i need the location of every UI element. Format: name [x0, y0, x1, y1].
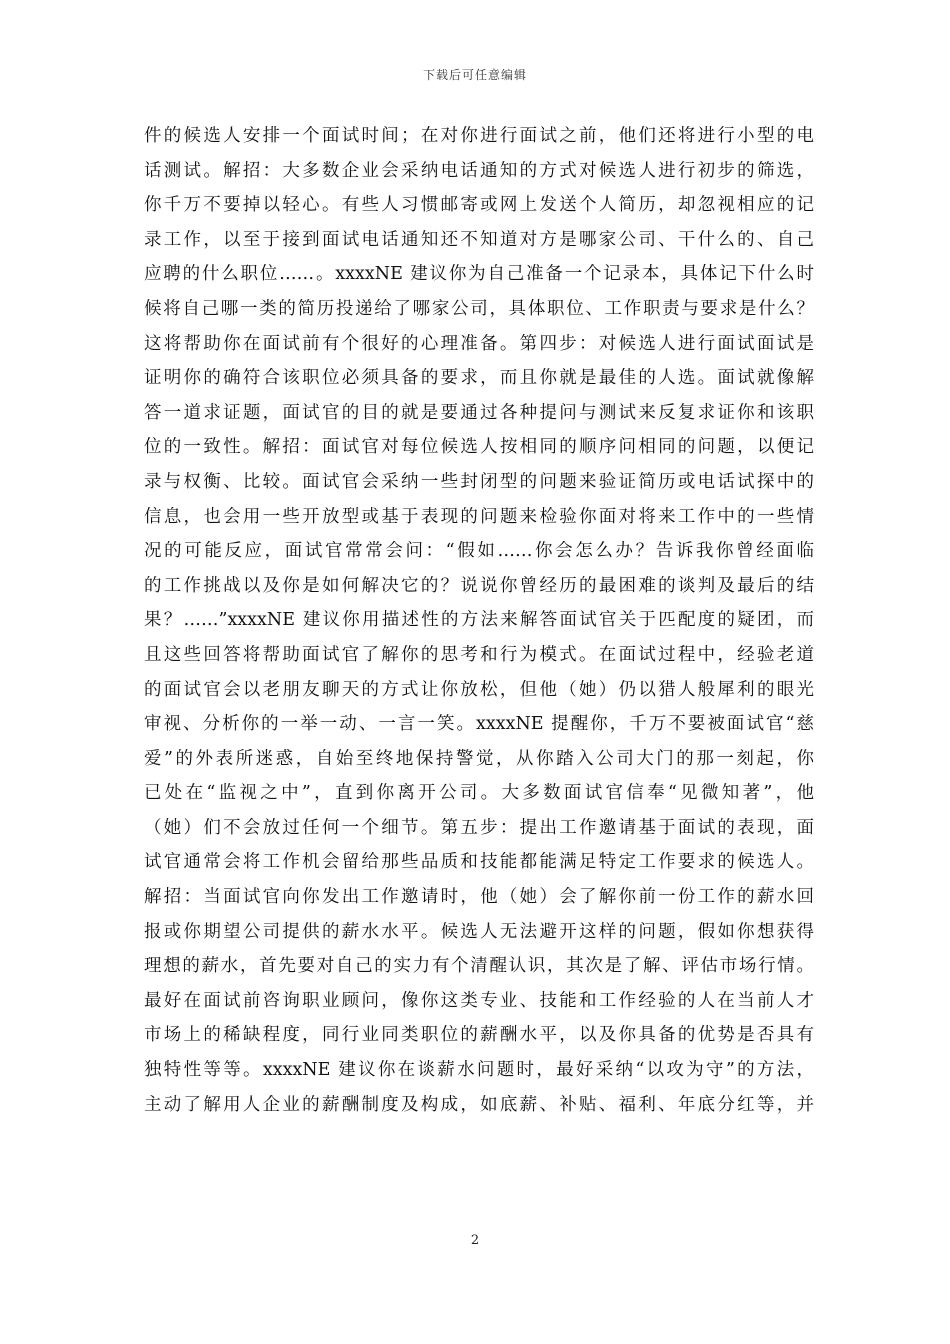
body-line: 况的可能反应，面试官常常会问：“假如……你会怎么办？告诉我你曾经面临 — [144, 541, 814, 562]
body-line: 的工作挑战以及你是如何解决它的？说说你曾经历的最困难的谈判及最后的结 — [144, 575, 814, 596]
body-line: 答一道求证题，面试官的目的就是要通过各种提问与测试来反复求证你和该职 — [144, 402, 814, 423]
body-line: 最好在面试前咨询职业顾问，像你这类专业、技能和工作经验的人在当前人才 — [144, 990, 814, 1011]
body-line: 报或你期望公司提供的薪水水平。候选人无法避开这样的问题，假如你想获得 — [144, 921, 814, 942]
body-line: 独特性等等。xxxxNE 建议你在谈薪水问题时，最好采纳“以攻为守”的方法， — [144, 1060, 814, 1081]
body-line: 理想的薪水，首先要对自己的实力有个清醒认识，其次是了解、评估市场行情。 — [144, 956, 814, 977]
body-line: 且这些回答将帮助面试官了解你的思考和行为模式。在面试过程中，经验老道 — [144, 644, 814, 665]
body-line: 证明你的确符合该职位必须具备的要求，而且你就是最佳的人选。面试就像解 — [144, 368, 814, 389]
body-line: 已处在“监视之中”，直到你离开公司。大多数面试官信奉“见微知著”，他 — [144, 783, 814, 804]
body-line: 果？……”xxxxNE 建议你用描述性的方法来解答面试官关于匹配度的疑团，而 — [144, 610, 814, 631]
body-line: 你千万不要掉以轻心。有些人习惯邮寄或网上发送个人简历，却忽视相应的记 — [144, 195, 814, 216]
body-line: 这将帮助你在面试前有个很好的心理准备。第四步：对候选人进行面试面试是 — [144, 333, 814, 354]
body-line: 主动了解用人企业的薪酬制度及构成，如底薪、补贴、福利、年底分红等，并 — [144, 1094, 814, 1115]
page-number: 2 — [470, 1233, 480, 1248]
body-line: 审视、分析你的一举一动、一言一笑。xxxxNE 提醒你，千万不要被面试官“慈 — [144, 714, 814, 735]
body-line: 应聘的什么职位……。xxxxNE 建议你为自己准备一个记录本，具体记下什么时 — [144, 264, 814, 285]
body-line: 件的候选人安排一个面试时间；在对你进行面试之前，他们还将进行小型的电 — [144, 126, 814, 146]
body-line: 位的一致性。解招：面试官对每位候选人按相同的顺序问相同的问题，以便记 — [144, 437, 814, 458]
body-line: 信息，也会用一些开放型或基于表现的问题来检验你面对将来工作中的一些情 — [144, 506, 814, 527]
body-line: 爱”的外表所迷惑，自始至终地保持警觉，从你踏入公司大门的那一刻起，你 — [144, 748, 814, 769]
body-line: 录工作，以至于接到面试电话通知还不知道对方是哪家公司、干什么的、自己 — [144, 229, 814, 250]
page-header: 下载后可任意编辑 — [422, 68, 527, 82]
body-line: 录与权衡、比较。面试官会采纳一些封闭型的问题来验证简历或电话试探中的 — [144, 471, 814, 492]
document-body — [144, 119, 814, 1122]
body-line: 话测试。解招：大多数企业会采纳电话通知的方式对候选人进行初步的筛选， — [144, 160, 814, 181]
body-line: 的面试官会以老朋友聊天的方式让你放松，但他（她）仍以猎人般犀利的眼光 — [144, 679, 814, 700]
body-line: 市场上的稀缺程度，同行业同类职位的薪酬水平，以及你具备的优势是否具有 — [144, 1025, 814, 1046]
body-line: （她）们不会放过任何一个细节。第五步：提出工作邀请基于面试的表现，面 — [144, 817, 814, 838]
body-line: 候将自己哪一类的简历投递给了哪家公司，具体职位、工作职责与要求是什么？ — [144, 298, 814, 319]
body-line: 解招：当面试官向你发出工作邀请时，他（她）会了解你前一份工作的薪水回 — [144, 887, 814, 908]
body-line: 试官通常会将工作机会留给那些品质和技能都能满足特定工作要求的候选人。 — [144, 852, 814, 873]
